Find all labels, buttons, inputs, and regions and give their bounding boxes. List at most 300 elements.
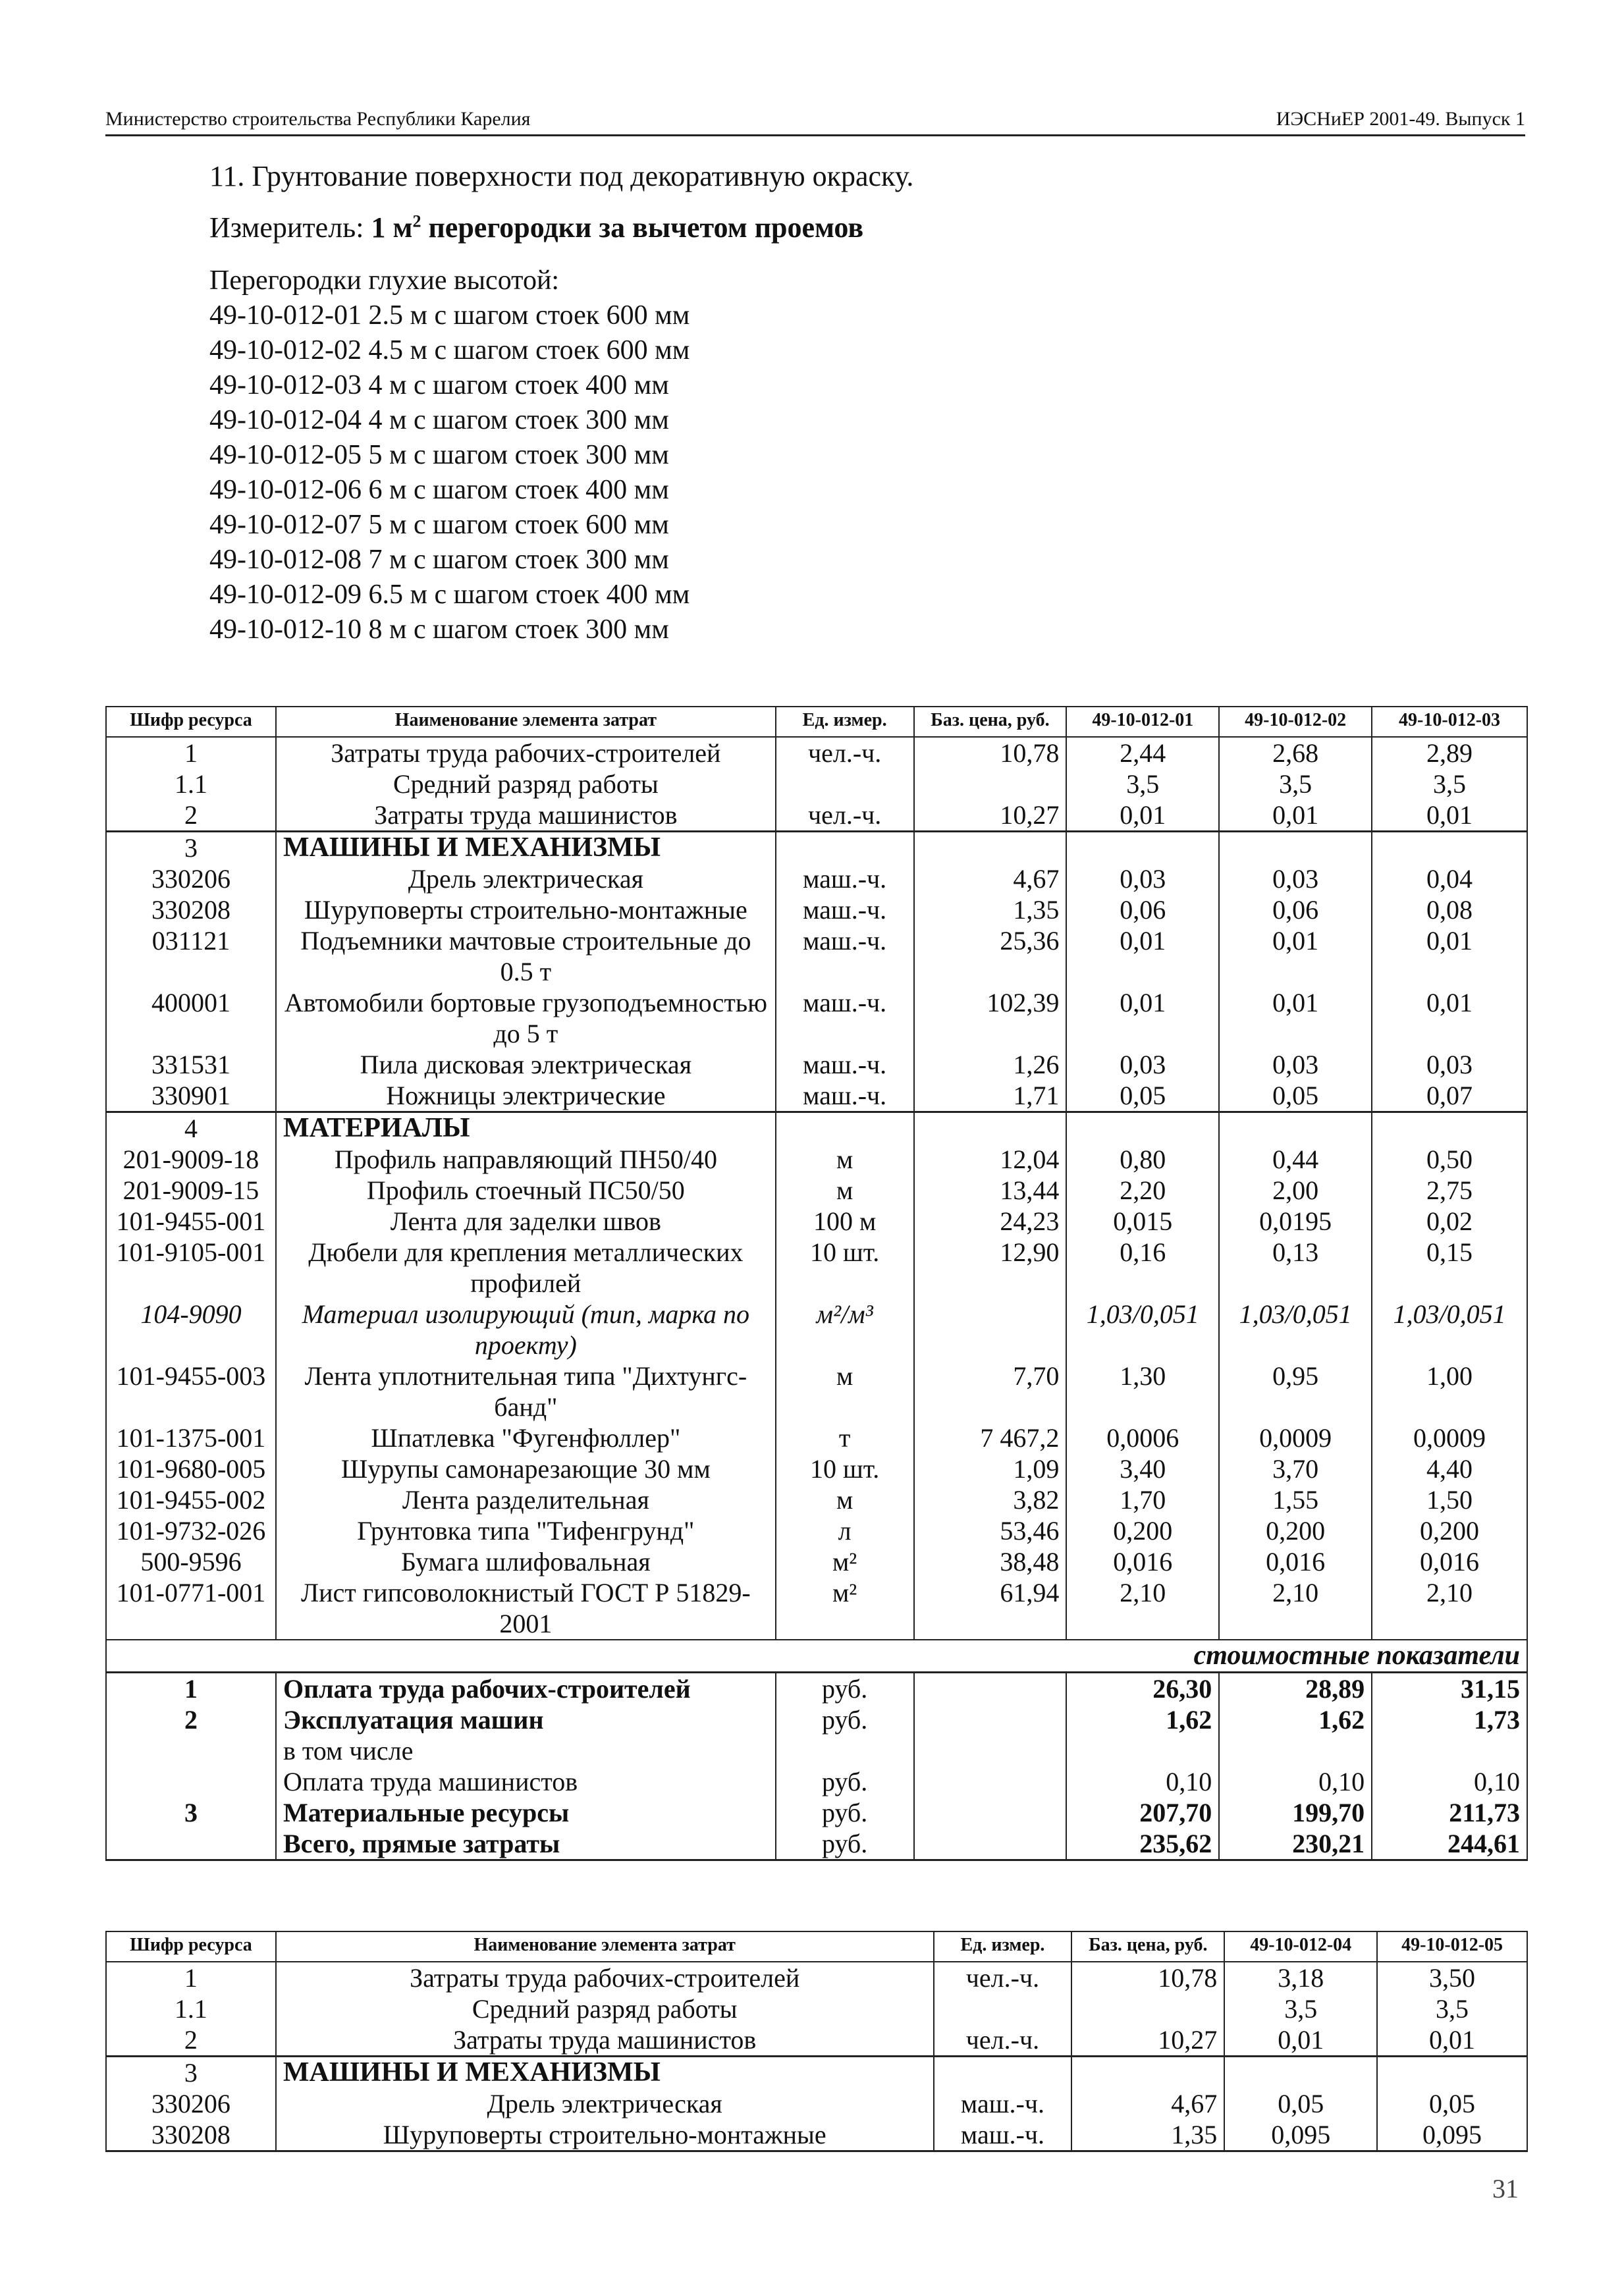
table-cell: [1219, 1112, 1372, 1145]
table-cell: 0,13: [1219, 1237, 1372, 1299]
table-cell: 101-9105-001: [106, 1237, 276, 1299]
table-cell: 1.1: [106, 1993, 276, 2024]
table-cell: маш.-ч.: [776, 1049, 914, 1080]
table-cell: 101-1375-001: [106, 1422, 276, 1453]
table-cell: 400001: [106, 987, 276, 1049]
table-cell: 101-9455-003: [106, 1361, 276, 1422]
table-cell: 3: [106, 1797, 276, 1828]
table-row: [106, 2024, 1527, 2057]
table-cell: 2: [106, 799, 276, 832]
table-row: [106, 894, 1527, 925]
table-cell: маш.-ч.: [776, 1080, 914, 1112]
table-cell: м: [776, 1361, 914, 1422]
table-cell: 101-9455-001: [106, 1206, 276, 1237]
table-cell: 0,200: [1219, 1515, 1372, 1546]
table-cell: 0,16: [1066, 1237, 1219, 1299]
table-cell: руб.: [776, 1766, 914, 1797]
table-cell: 0,95: [1219, 1361, 1372, 1422]
table-cell: 10 шт.: [776, 1453, 914, 1484]
table-cell: 7 467,2: [914, 1422, 1067, 1453]
table-cell: 7,70: [914, 1361, 1067, 1422]
cost-indicators-row: [106, 1640, 1527, 1673]
table-cell: [1224, 2057, 1377, 2089]
measure-unit: 1 $м^2$ перегородки за вычетом проемов: [371, 211, 864, 244]
table-cell: [914, 1766, 1067, 1797]
table-cell: 1,55: [1219, 1484, 1372, 1515]
table-cell: [914, 1828, 1067, 1860]
table-cell: 1,70: [1066, 1484, 1219, 1515]
table-cell: 104-9090: [106, 1299, 276, 1361]
table-cell: руб.: [776, 1828, 914, 1860]
table-cell: маш.-ч.: [776, 863, 914, 894]
table-cell: маш.-ч.: [934, 2119, 1072, 2151]
table-cell: 330208: [106, 894, 276, 925]
table-cell: 0,03: [1066, 863, 1219, 894]
height-item: 49-10-012-06 6 м с шагом стоек 400 мм: [209, 475, 669, 505]
height-item: 49-10-012-08 7 м с шагом стоек 300 мм: [209, 545, 669, 575]
table-cell: 101-9680-005: [106, 1453, 276, 1484]
table-cell: Материальные ресурсы: [276, 1797, 776, 1828]
table-cell: [1219, 1735, 1372, 1766]
table-cell: 0,01: [1372, 925, 1527, 987]
table-cell: Лента разделительная: [276, 1484, 776, 1515]
table-cell: 230,21: [1219, 1828, 1372, 1860]
table-cell: 201-9009-18: [106, 1144, 276, 1175]
table-cell: Затраты труда рабочих-строителей: [276, 1962, 934, 1993]
table-cell: Оплата труда рабочих-строителей: [276, 1673, 776, 1705]
table-cell: чел.-ч.: [776, 737, 914, 769]
table-cell: руб.: [776, 1797, 914, 1828]
table-cell: 10,78: [1071, 1962, 1224, 1993]
table-cell: 101-0771-001: [106, 1577, 276, 1640]
table-cell: 1,35: [914, 894, 1067, 925]
table-cell: Шпатлевка "Фугенфюллер": [276, 1422, 776, 1453]
heights-intro: Перегородки глухие высотой:: [209, 265, 560, 296]
height-item: 49-10-012-02 4.5 м с шагом стоек 600 мм: [209, 335, 690, 365]
table-cell: Затраты труда машинистов: [276, 2024, 934, 2057]
height-item: 49-10-012-05 5 м с шагом стоек 300 мм: [209, 440, 669, 470]
table-cell: Шурупы самонарезающие 30 мм: [276, 1453, 776, 1484]
table-cell: 0,06: [1066, 894, 1219, 925]
table-cell: Средний разряд работы: [276, 1993, 934, 2024]
table-cell: 0,01: [1066, 987, 1219, 1049]
table-cell: [1071, 2057, 1224, 2089]
table-row: [106, 769, 1527, 799]
col-header: Баз. цена, руб.: [1071, 1931, 1224, 1962]
table-cell: 0,01: [1219, 799, 1372, 832]
table-cell: 1,26: [914, 1049, 1067, 1080]
height-item: 49-10-012-10 8 м с шагом стоек 300 мм: [209, 614, 669, 645]
section-row: [106, 832, 1527, 864]
col-header: Ед. измер.: [776, 707, 914, 737]
table-cell: Шуруповерты строительно-монтажные: [276, 894, 776, 925]
norm-table-2: [105, 1931, 1528, 2152]
table-cell: 331531: [106, 1049, 276, 1080]
table-cell: 199,70: [1219, 1797, 1372, 1828]
table-cell: Профиль стоечный ПС50/50: [276, 1175, 776, 1206]
cost-row: [106, 1828, 1527, 1860]
table-cell: маш.-ч.: [934, 2088, 1072, 2119]
table-cell: 102,39: [914, 987, 1067, 1049]
table-cell: 3,70: [1219, 1453, 1372, 1484]
table-cell: 0,05: [1224, 2088, 1377, 2119]
table-row: [106, 1453, 1527, 1484]
table-cell: 0,03: [1219, 863, 1372, 894]
section-title: МАШИНЫ И МЕХАНИЗМЫ: [276, 832, 776, 864]
table-cell: Ножницы электрические: [276, 1080, 776, 1112]
table-cell: 0,200: [1372, 1515, 1527, 1546]
table-cell: [1066, 1112, 1219, 1145]
table-cell: 1: [106, 737, 276, 769]
header-ministry: Министерство строительства Республики Карелия: [105, 108, 531, 130]
table-cell: м²: [776, 1577, 914, 1640]
table-cell: 0,200: [1066, 1515, 1219, 1546]
col-header: Наименование элемента затрат: [276, 1931, 934, 1962]
table-row: [106, 1546, 1527, 1577]
table-row: [106, 987, 1527, 1049]
table-cell: Затраты труда рабочих-строителей: [276, 737, 776, 769]
norm-table-1: [105, 706, 1528, 1861]
table-cell: [914, 1673, 1067, 1705]
table-cell: 2,10: [1372, 1577, 1527, 1640]
height-item: 49-10-012-03 4 м с шагом стоек 400 мм: [209, 370, 669, 400]
col-header: Шифр ресурса: [106, 707, 276, 737]
table-cell: 4,40: [1372, 1453, 1527, 1484]
table-row: [106, 1962, 1527, 1993]
table-cell: 1,71: [914, 1080, 1067, 1112]
table-cell: 0,01: [1219, 925, 1372, 987]
table-cell: 28,89: [1219, 1673, 1372, 1705]
table-cell: 031121: [106, 925, 276, 987]
table-cell: 2: [106, 1704, 276, 1735]
col-header: 49-10-012-03: [1372, 707, 1527, 737]
heights-list: [209, 263, 690, 647]
table-cell: [914, 1299, 1067, 1361]
measure-prefix: Измеритель:: [209, 211, 371, 244]
table-cell: [106, 1735, 276, 1766]
cost-indicators-label: стоимостные показатели: [106, 1640, 1527, 1673]
table-cell: 0,0006: [1066, 1422, 1219, 1453]
table-cell: [1372, 832, 1527, 864]
table-cell: л: [776, 1515, 914, 1546]
table-cell: 3,5: [1372, 769, 1527, 799]
cost-row: [106, 1735, 1527, 1766]
table-row: [106, 1237, 1527, 1299]
table-row: [106, 2119, 1527, 2151]
table-cell: чел.-ч.: [934, 1962, 1072, 1993]
table-cell: 0,0195: [1219, 1206, 1372, 1237]
table-cell: 0,03: [1066, 1049, 1219, 1080]
table-cell: м: [776, 1175, 914, 1206]
height-item: 49-10-012-01 2.5 м с шагом стоек 600 мм: [209, 300, 690, 331]
col-header: 49-10-012-01: [1066, 707, 1219, 737]
table-cell: 207,70: [1066, 1797, 1219, 1828]
table-cell: чел.-ч.: [776, 799, 914, 832]
table-cell: 1,62: [1219, 1704, 1372, 1735]
table-cell: Дрель электрическая: [276, 863, 776, 894]
table-cell: 0,10: [1066, 1766, 1219, 1797]
table-cell: 211,73: [1372, 1797, 1527, 1828]
col-header: Наименование элемента затрат: [276, 707, 776, 737]
table-cell: 1.1: [106, 769, 276, 799]
table-cell: 0,095: [1377, 2119, 1527, 2151]
table-cell: 10,27: [914, 799, 1067, 832]
table-cell: Дюбели для крепления металлических профилей: [276, 1237, 776, 1299]
table-cell: [914, 1797, 1067, 1828]
table-cell: маш.-ч.: [776, 925, 914, 987]
col-header: 49-10-012-04: [1224, 1931, 1377, 1962]
cost-row: [106, 1704, 1527, 1735]
table-cell: 500-9596: [106, 1546, 276, 1577]
table-cell: 0,0009: [1372, 1422, 1527, 1453]
table-cell: [776, 1735, 914, 1766]
table-cell: [776, 832, 914, 864]
table-cell: в том числе: [276, 1735, 776, 1766]
section-code: 4: [106, 1112, 276, 1145]
table-body: [106, 737, 1527, 1860]
section-title: МАШИНЫ И МЕХАНИЗМЫ: [276, 2057, 934, 2089]
table-cell: [1066, 832, 1219, 864]
table-cell: [914, 1735, 1067, 1766]
table-cell: м: [776, 1144, 914, 1175]
header-standard: ИЭСНиЕР 2001-49. Выпуск 1: [1276, 108, 1525, 130]
table-cell: 1,03/0,051: [1372, 1299, 1527, 1361]
table-row: [106, 1144, 1527, 1175]
table-cell: 0,07: [1372, 1080, 1527, 1112]
table-cell: Материал изолирующий (тип, марка по проекту): [276, 1299, 776, 1361]
col-header: Шифр ресурса: [106, 1931, 276, 1962]
table-cell: 0,015: [1066, 1206, 1219, 1237]
table-cell: 0,0009: [1219, 1422, 1372, 1453]
table-cell: 3,5: [1377, 1993, 1527, 2024]
table-cell: Шуруповерты строительно-монтажные: [276, 2119, 934, 2151]
table-cell: 31,15: [1372, 1673, 1527, 1705]
table-cell: 0,03: [1219, 1049, 1372, 1080]
height-item: 49-10-012-04 4 м с шагом стоек 300 мм: [209, 405, 669, 435]
table-cell: 235,62: [1066, 1828, 1219, 1860]
table-cell: Лента для заделки швов: [276, 1206, 776, 1237]
table-cell: [776, 769, 914, 799]
table-cell: Профиль направляющий ПН50/40: [276, 1144, 776, 1175]
table-cell: [934, 1993, 1072, 2024]
table-cell: Грунтовка типа "Тифенгрунд": [276, 1515, 776, 1546]
table-cell: 2,10: [1066, 1577, 1219, 1640]
table-cell: 4,67: [914, 863, 1067, 894]
table-cell: 3,50: [1377, 1962, 1527, 1993]
table-cell: м: [776, 1484, 914, 1515]
table-cell: 0,01: [1377, 2024, 1527, 2057]
table-cell: 4,67: [1071, 2088, 1224, 2119]
table-row: [106, 1206, 1527, 1237]
table-cell: 3,5: [1066, 769, 1219, 799]
table-cell: маш.-ч.: [776, 987, 914, 1049]
table-cell: [1372, 1735, 1527, 1766]
table-cell: 1: [106, 1962, 276, 1993]
table-cell: 3,5: [1219, 769, 1372, 799]
table-cell: 330901: [106, 1080, 276, 1112]
table-cell: [1372, 1112, 1527, 1145]
section-code: 3: [106, 2057, 276, 2089]
table-cell: Бумага шлифовальная: [276, 1546, 776, 1577]
table-cell: руб.: [776, 1704, 914, 1735]
table-cell: 12,04: [914, 1144, 1067, 1175]
section-title: МАТЕРИАЛЫ: [276, 1112, 776, 1145]
table-cell: 0,06: [1219, 894, 1372, 925]
table-cell: 0,03: [1372, 1049, 1527, 1080]
table-cell: [1377, 2057, 1527, 2089]
table-cell: 10 шт.: [776, 1237, 914, 1299]
table-cell: [914, 1112, 1067, 1145]
page-number: 31: [1492, 2174, 1519, 2203]
col-header: Ед. измер.: [934, 1931, 1072, 1962]
table-cell: 3,82: [914, 1484, 1067, 1515]
table-row: [106, 799, 1527, 832]
height-item: 49-10-012-09 6.5 м с шагом стоек 400 мм: [209, 580, 690, 610]
table-cell: Автомобили бортовые грузоподъемностью до 5 т: [276, 987, 776, 1049]
table-cell: [106, 1766, 276, 1797]
table-cell: Подъемники мачтовые строительные до 0.5 т: [276, 925, 776, 987]
cost-row: [106, 1673, 1527, 1705]
table-cell: 1,35: [1071, 2119, 1224, 2151]
table-cell: 2,75: [1372, 1175, 1527, 1206]
table-cell: [914, 1704, 1067, 1735]
table-cell: 13,44: [914, 1175, 1067, 1206]
table-cell: 53,46: [914, 1515, 1067, 1546]
table-row: [106, 2088, 1527, 2119]
table-header-row: [106, 1931, 1527, 1962]
table-cell: 0,01: [1066, 925, 1219, 987]
table-cell: 1,50: [1372, 1484, 1527, 1515]
table-cell: [914, 769, 1067, 799]
table-cell: 2: [106, 2024, 276, 2057]
table-row: [106, 1484, 1527, 1515]
table-cell: 2,20: [1066, 1175, 1219, 1206]
table-cell: 2,89: [1372, 737, 1527, 769]
table-cell: 1,73: [1372, 1704, 1527, 1735]
table-cell: Затраты труда машинистов: [276, 799, 776, 832]
table-cell: [934, 2057, 1072, 2089]
table-cell: м²/м³: [776, 1299, 914, 1361]
running-header: [105, 105, 1525, 136]
table-cell: [106, 1828, 276, 1860]
table-cell: 0,01: [1372, 987, 1527, 1049]
table-cell: чел.-ч.: [934, 2024, 1072, 2057]
table-cell: 0,016: [1219, 1546, 1372, 1577]
section-row: [106, 2057, 1527, 2089]
table-body: [106, 1962, 1527, 2151]
table-cell: 330208: [106, 2119, 276, 2151]
table-cell: 25,36: [914, 925, 1067, 987]
table-cell: 2,00: [1219, 1175, 1372, 1206]
col-header: 49-10-012-05: [1377, 1931, 1527, 1962]
table-cell: [776, 1112, 914, 1145]
table-cell: 38,48: [914, 1546, 1067, 1577]
table-cell: 10,27: [1071, 2024, 1224, 2057]
table-cell: 0,01: [1224, 2024, 1377, 2057]
table-cell: руб.: [776, 1673, 914, 1705]
table-cell: 0,08: [1372, 894, 1527, 925]
table-cell: 0,01: [1219, 987, 1372, 1049]
table-cell: 0,01: [1066, 799, 1219, 832]
table-cell: 26,30: [1066, 1673, 1219, 1705]
section-code: 3: [106, 832, 276, 864]
table-cell: 0,80: [1066, 1144, 1219, 1175]
table-cell: Средний разряд работы: [276, 769, 776, 799]
table-cell: 0,05: [1219, 1080, 1372, 1112]
table-cell: 100 м: [776, 1206, 914, 1237]
table-cell: 0,01: [1372, 799, 1527, 832]
table-cell: 61,94: [914, 1577, 1067, 1640]
table-cell: Пила дисковая электрическая: [276, 1049, 776, 1080]
table-cell: 0,15: [1372, 1237, 1527, 1299]
table-cell: Эксплуатация машин: [276, 1704, 776, 1735]
table-cell: [914, 832, 1067, 864]
table-cell: 0,44: [1219, 1144, 1372, 1175]
table-cell: Дрель электрическая: [276, 2088, 934, 2119]
table-cell: 1,09: [914, 1453, 1067, 1484]
table-cell: 1,03/0,051: [1219, 1299, 1372, 1361]
table-row: [106, 1049, 1527, 1080]
table-row: [106, 863, 1527, 894]
table-cell: 2,68: [1219, 737, 1372, 769]
table-cell: м²: [776, 1546, 914, 1577]
table-cell: 10,78: [914, 737, 1067, 769]
table-cell: 330206: [106, 2088, 276, 2119]
table-row: [106, 1515, 1527, 1546]
table-cell: 0,05: [1377, 2088, 1527, 2119]
table-cell: 3,5: [1224, 1993, 1377, 2024]
table-cell: Оплата труда машинистов: [276, 1766, 776, 1797]
table-cell: [1219, 832, 1372, 864]
table-cell: Лист гипсоволокнистый ГОСТ Р 51829-2001: [276, 1577, 776, 1640]
table-cell: 0,02: [1372, 1206, 1527, 1237]
table-cell: 0,50: [1372, 1144, 1527, 1175]
section-title: 11. Грунтование поверхности под декоративную окраску.: [209, 160, 914, 192]
table-cell: 0,095: [1224, 2119, 1377, 2151]
table-cell: 0,04: [1372, 863, 1527, 894]
table-cell: 1,30: [1066, 1361, 1219, 1422]
col-header: Баз. цена, руб.: [914, 707, 1067, 737]
col-header: 49-10-012-02: [1219, 707, 1372, 737]
cost-row: [106, 1766, 1527, 1797]
table-cell: 0,10: [1372, 1766, 1527, 1797]
table-cell: Лента уплотнительная типа "Дихтунгс-банд": [276, 1361, 776, 1422]
table-header-row: [106, 707, 1527, 737]
cost-row: [106, 1797, 1527, 1828]
table-row: [106, 1175, 1527, 1206]
table-cell: 101-9455-002: [106, 1484, 276, 1515]
table-cell: Всего, прямые затраты: [276, 1828, 776, 1860]
table-cell: 24,23: [914, 1206, 1067, 1237]
table-cell: 1,03/0,051: [1066, 1299, 1219, 1361]
table-cell: 2,10: [1219, 1577, 1372, 1640]
table-cell: 244,61: [1372, 1828, 1527, 1860]
table-cell: 1: [106, 1673, 276, 1705]
table-cell: 0,016: [1372, 1546, 1527, 1577]
height-item: 49-10-012-07 5 м с шагом стоек 600 мм: [209, 510, 669, 540]
table-row: [106, 737, 1527, 769]
table-row: [106, 925, 1527, 987]
table-row: [106, 1422, 1527, 1453]
table-cell: т: [776, 1422, 914, 1453]
table-cell: 0,05: [1066, 1080, 1219, 1112]
table-row: [106, 1993, 1527, 2024]
table-row: [106, 1361, 1527, 1422]
table-cell: 1,00: [1372, 1361, 1527, 1422]
table-row: [106, 1577, 1527, 1640]
table-cell: 3,18: [1224, 1962, 1377, 1993]
table-cell: 12,90: [914, 1237, 1067, 1299]
